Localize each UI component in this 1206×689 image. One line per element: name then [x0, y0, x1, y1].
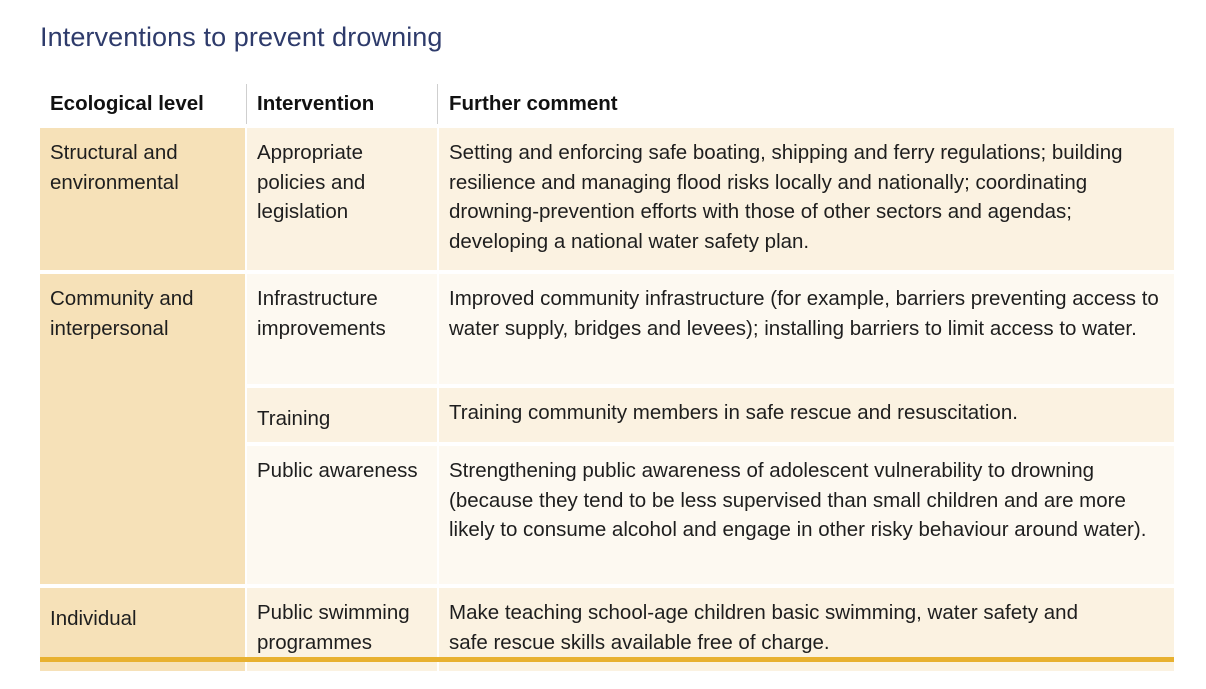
comment-cell: Improved community infrastructure (for example, barriers preventing access to water supply, bridges and levees); installing barriers to limit access to water.	[449, 287, 1159, 340]
comment-cell: Setting and enforcing safe boating, shipping and ferry regulations; building resilience and managing flood risks locally and nationally; coordinating drowning-prevention efforts with those of other sectors and agendas; developing a national water safety plan.	[449, 141, 1123, 253]
table-row	[247, 274, 1174, 384]
ecological-level-cell: Individual	[40, 588, 245, 671]
table-row	[247, 446, 1174, 584]
intervention-cell: Public awareness	[257, 459, 418, 482]
header-divider	[437, 84, 438, 124]
ecological-level-cell: Structural and environmental	[40, 128, 245, 270]
ecological-level-cell: Community and interpersonal	[40, 274, 245, 584]
interventions-table	[40, 84, 1174, 671]
table-row	[247, 388, 1174, 442]
table-bottom-rule	[40, 657, 1174, 662]
intervention-cell: Infrastructure improvements	[257, 287, 386, 340]
page-title: Interventions to prevent drowning	[40, 22, 443, 52]
header-divider	[246, 84, 247, 124]
header-intervention: Intervention	[257, 92, 375, 115]
comment-cell: Training community members in safe rescue and resuscitation.	[449, 401, 1018, 424]
header-ecological-level: Ecological level	[50, 92, 204, 115]
table-header	[40, 84, 1174, 124]
table-row	[247, 128, 1174, 270]
group-community-interpersonal	[40, 274, 1174, 584]
intervention-cell: Appropriate policies and legislation	[257, 141, 366, 223]
header-further-comment: Further comment	[449, 92, 618, 115]
comment-cell: Make teaching school-age children basic swimming, water safety and safe rescue skills available free of charge.	[449, 601, 1078, 654]
comment-cell: Strengthening public awareness of adolescent vulnerability to drowning (because they tend to be less supervised than small children and are more likely to consume alcohol and engage in other risky behaviour around water).	[449, 459, 1147, 541]
group-structural-environmental	[40, 128, 1174, 270]
intervention-cell: Public swimming programmes	[257, 601, 410, 654]
intervention-cell: Training	[257, 407, 331, 430]
